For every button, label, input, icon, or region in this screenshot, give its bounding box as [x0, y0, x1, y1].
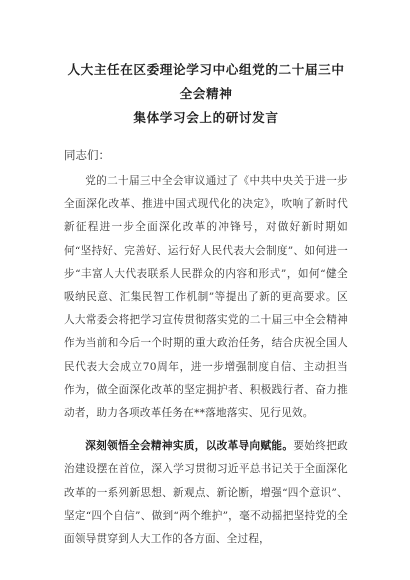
paragraph-2-body: 要始终把政治建设摆在首位，深入学习贯彻习近平总书记关于全面深化改革的一系列新思想、新观点、新论断，增强“四个意识”、坚定“四个自信”、做到“两个维护”，毫不动摇把坚持党的全面领导贯穿到人大工作的各方面、全过程，	[64, 440, 349, 546]
document-title-line-1: 人大主任在区委理论学习中心组党的二十届三中全会精神	[67, 62, 345, 101]
body-paragraph-1: 党的二十届三中全会审议通过了《中共中央关于进一步全面深化改革、推进中国式现代化的决定》，吹响了新时代新征程进一步全面深化改革的冲锋号，对做好新时期如何“坚持好、完善好、运行好人民代表大会制度”、如何进一步“丰富人大代表联系人民群众的内容和形式”，如何“健全吸纳民意、汇集民智工作机制”等提出了新的更高要求。区人大常委会将把学习宣传贯彻落实党的二十届三中全会精神作为当前和今后一个时期的重大政治任务，结合庆祝全国人民代表大会成立70周年，进一步增强制度自信、主动担当作为，做全面深化改革的坚定拥护者、积极践行者、奋力推动者，助力各项改革任务在**落地落实、见行见效。	[64, 175, 348, 420]
document-title-line-2: 集体学习会上的研讨发言	[133, 110, 279, 125]
greeting: 同志们：	[64, 148, 110, 162]
paragraph-2-heading: 深刻领悟全会精神实质，以改革导向赋能。	[85, 440, 294, 453]
body-paragraph-2	[64, 435, 348, 551]
